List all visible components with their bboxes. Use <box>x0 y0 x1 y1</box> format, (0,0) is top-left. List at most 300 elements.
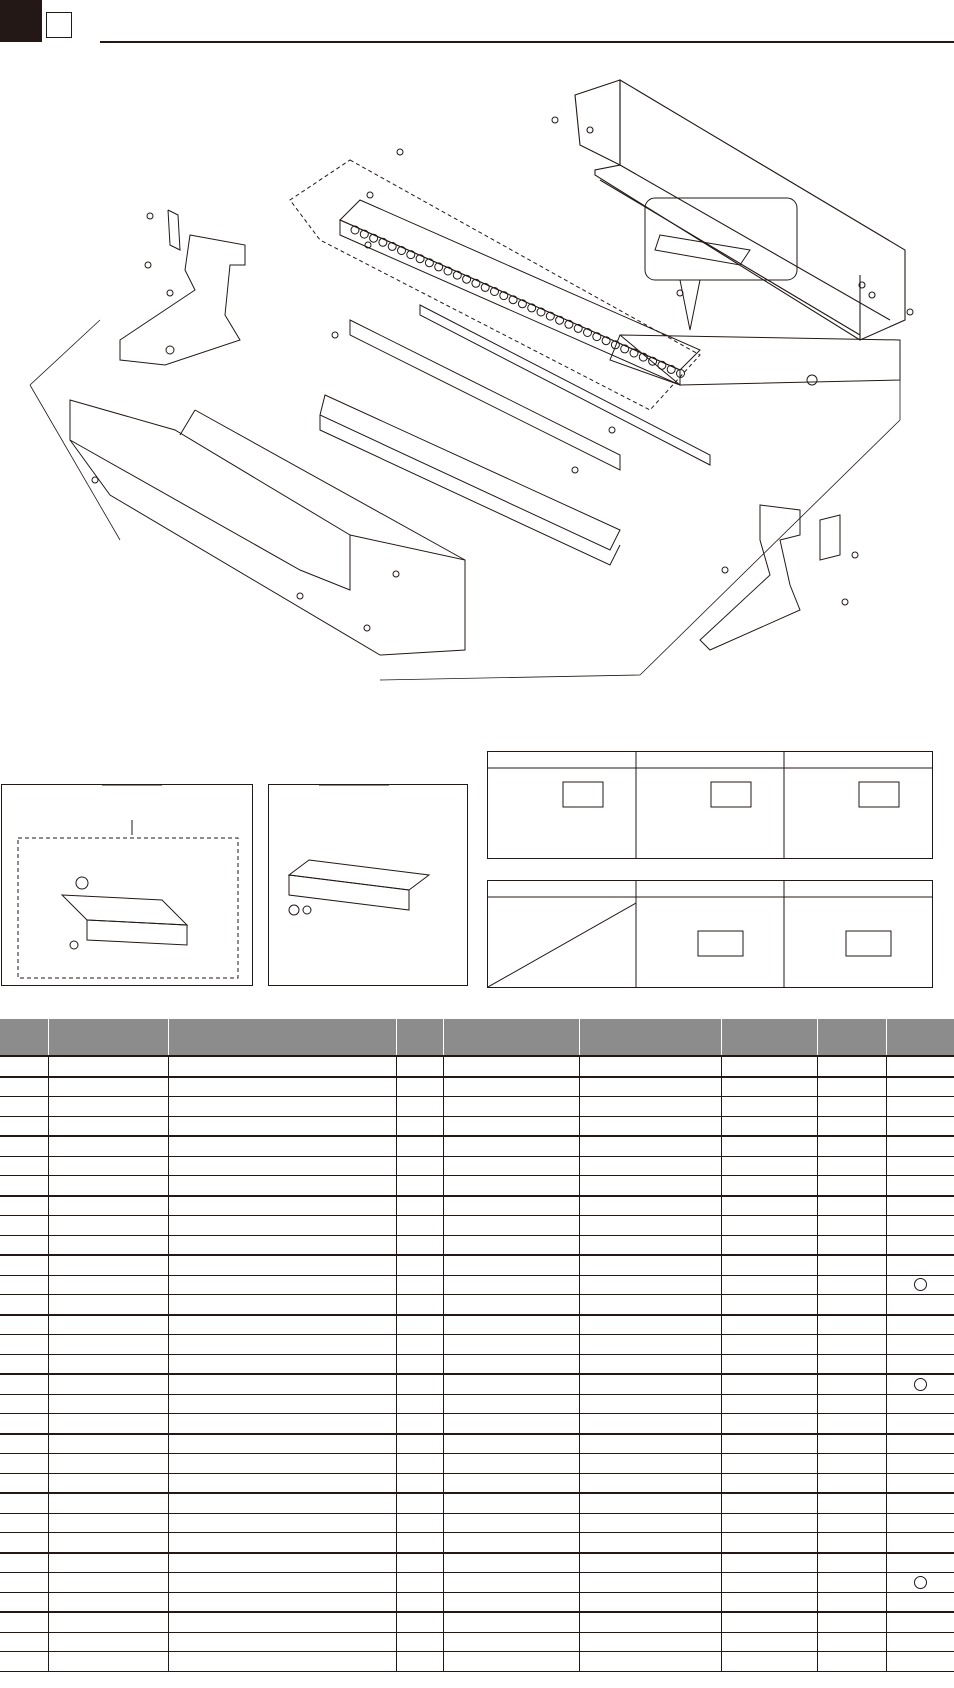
table-cell <box>817 1216 886 1236</box>
table-row <box>0 1493 954 1513</box>
hole-bar-holes <box>351 226 685 378</box>
table-cell <box>817 1414 886 1434</box>
table-cell <box>168 1493 396 1513</box>
table-cell <box>579 1056 721 1077</box>
table-cell <box>579 1196 721 1216</box>
table-cell <box>443 1116 579 1136</box>
table-cell <box>168 1136 396 1156</box>
table-cell <box>0 1632 48 1652</box>
table-cell <box>48 1156 168 1176</box>
table-cell <box>0 1652 48 1672</box>
table-cell <box>579 1652 721 1672</box>
table-cell <box>886 1315 954 1335</box>
table-cell <box>396 1374 443 1394</box>
table-cell <box>817 1454 886 1474</box>
table-cell <box>0 1335 48 1355</box>
table-cell <box>579 1275 721 1295</box>
table-cell <box>396 1235 443 1255</box>
table-cell <box>396 1394 443 1414</box>
table-cell <box>443 1394 579 1414</box>
table-cell <box>443 1473 579 1493</box>
table-cell <box>48 1136 168 1156</box>
table-cell <box>396 1493 443 1513</box>
table-cell <box>886 1255 954 1275</box>
table-row <box>0 1335 954 1355</box>
table-cell <box>0 1374 48 1394</box>
table-cell <box>396 1315 443 1335</box>
table-cell <box>0 1414 48 1434</box>
table-cell <box>443 1216 579 1236</box>
table-cell <box>579 1097 721 1117</box>
table-cell <box>48 1592 168 1612</box>
table-cell <box>721 1216 817 1236</box>
table-cell <box>48 1275 168 1295</box>
table-cell <box>721 1295 817 1315</box>
table-cell <box>0 1354 48 1374</box>
table-cell <box>817 1374 886 1394</box>
header-rule <box>100 41 954 43</box>
table-cell <box>579 1374 721 1394</box>
table-cell <box>396 1454 443 1474</box>
table-cell <box>886 1097 954 1117</box>
table-cell <box>396 1592 443 1612</box>
table-cell <box>0 1612 48 1632</box>
table-cell <box>721 1454 817 1474</box>
table-cell <box>168 1056 396 1077</box>
table-cell <box>396 1434 443 1454</box>
col-header <box>721 1019 817 1056</box>
table-cell <box>579 1176 721 1196</box>
table-cell <box>396 1533 443 1553</box>
table-row <box>0 1295 954 1315</box>
table-cell <box>48 1612 168 1632</box>
hole-icon <box>425 259 433 267</box>
table-cell <box>721 1533 817 1553</box>
table-row <box>0 1116 954 1136</box>
table-cell <box>0 1434 48 1454</box>
screw-icons <box>92 117 913 631</box>
table-cell <box>48 1454 168 1474</box>
table-cell <box>886 1573 954 1593</box>
table-cell <box>0 1116 48 1136</box>
table-cell <box>579 1136 721 1156</box>
table-cell <box>579 1315 721 1335</box>
table-cell <box>168 1097 396 1117</box>
table-cell <box>721 1136 817 1156</box>
table-cell <box>886 1335 954 1355</box>
table-cell <box>579 1216 721 1236</box>
table-cell <box>579 1592 721 1612</box>
table-row <box>0 1097 954 1117</box>
table-cell <box>0 1176 48 1196</box>
table-cell <box>168 1216 396 1236</box>
circle-mark-icon <box>914 1378 927 1391</box>
table-cell <box>168 1533 396 1553</box>
table-cell <box>168 1335 396 1355</box>
table-cell <box>721 1434 817 1454</box>
detail-view-1 <box>1 784 253 986</box>
table-cell <box>443 1513 579 1533</box>
section-marker-block <box>0 0 42 42</box>
detail-view-2 <box>268 784 468 986</box>
lower-channel <box>70 400 465 655</box>
table-cell <box>0 1196 48 1216</box>
table-cell <box>168 1354 396 1374</box>
table-cell <box>168 1116 396 1136</box>
col-header <box>817 1019 886 1056</box>
table-cell <box>0 1235 48 1255</box>
table-cell <box>817 1176 886 1196</box>
parts-table-body <box>0 1056 954 1671</box>
table-cell <box>48 1216 168 1236</box>
variant-grid-bottom <box>487 880 933 988</box>
table-cell <box>886 1275 954 1295</box>
table-cell <box>48 1473 168 1493</box>
table-row <box>0 1592 954 1612</box>
table-cell <box>168 1652 396 1672</box>
table-cell <box>817 1196 886 1216</box>
table-cell <box>168 1414 396 1434</box>
table-cell <box>886 1513 954 1533</box>
table-row <box>0 1275 954 1295</box>
table-cell <box>168 1235 396 1255</box>
table-cell <box>721 1235 817 1255</box>
table-row <box>0 1652 954 1672</box>
table-row <box>0 1077 954 1097</box>
table-cell <box>0 1255 48 1275</box>
table-header-row <box>0 1019 954 1056</box>
table-cell <box>721 1632 817 1652</box>
table-cell <box>817 1136 886 1156</box>
table-cell <box>0 1136 48 1156</box>
table-cell <box>886 1652 954 1672</box>
tray-plate <box>610 335 900 385</box>
table-cell <box>817 1473 886 1493</box>
col-header <box>48 1019 168 1056</box>
table-cell <box>721 1513 817 1533</box>
col-header <box>886 1019 954 1056</box>
table-row <box>0 1533 954 1553</box>
hole-icon <box>435 263 443 271</box>
hole-icon <box>360 230 368 238</box>
table-cell <box>443 1592 579 1612</box>
table-cell <box>396 1116 443 1136</box>
col-header <box>168 1019 396 1056</box>
table-cell <box>579 1156 721 1176</box>
table-cell <box>721 1354 817 1374</box>
table-row <box>0 1414 954 1434</box>
table-cell <box>443 1196 579 1216</box>
table-cell <box>886 1533 954 1553</box>
table-cell <box>817 1612 886 1632</box>
table-row <box>0 1374 954 1394</box>
table-cell <box>817 1652 886 1672</box>
table-cell <box>48 1077 168 1097</box>
table-cell <box>48 1394 168 1414</box>
table-cell <box>48 1493 168 1513</box>
exploded-parts-diagram <box>0 50 954 740</box>
table-cell <box>817 1394 886 1414</box>
table-cell <box>721 1056 817 1077</box>
table-row <box>0 1315 954 1335</box>
table-row <box>0 1354 954 1374</box>
table-cell <box>443 1652 579 1672</box>
table-cell <box>443 1573 579 1593</box>
table-cell <box>168 1573 396 1593</box>
table-cell <box>48 1315 168 1335</box>
table-cell <box>396 1056 443 1077</box>
table-cell <box>721 1077 817 1097</box>
table-cell <box>48 1513 168 1533</box>
table-cell <box>443 1295 579 1315</box>
hole-icon <box>416 255 424 263</box>
table-cell <box>443 1235 579 1255</box>
table-cell <box>48 1434 168 1454</box>
table-cell <box>721 1394 817 1414</box>
table-cell <box>579 1295 721 1315</box>
table-cell <box>48 1632 168 1652</box>
col-header <box>0 1019 48 1056</box>
table-cell <box>443 1176 579 1196</box>
table-cell <box>886 1434 954 1454</box>
table-cell <box>443 1454 579 1474</box>
table-cell <box>443 1434 579 1454</box>
table-cell <box>817 1335 886 1355</box>
table-cell <box>886 1295 954 1315</box>
table-cell <box>48 1414 168 1434</box>
right-bracket <box>700 505 840 650</box>
table-cell <box>721 1573 817 1593</box>
table-cell <box>817 1097 886 1117</box>
table-cell <box>579 1533 721 1553</box>
table-cell <box>396 1513 443 1533</box>
table-cell <box>721 1652 817 1672</box>
table-cell <box>721 1097 817 1117</box>
table-cell <box>817 1493 886 1513</box>
col-header <box>579 1019 721 1056</box>
table-cell <box>721 1414 817 1434</box>
table-row <box>0 1216 954 1236</box>
table-cell <box>168 1394 396 1414</box>
table-cell <box>886 1116 954 1136</box>
table-cell <box>396 1176 443 1196</box>
table-cell <box>0 1553 48 1573</box>
table-cell <box>0 1513 48 1533</box>
table-cell <box>817 1077 886 1097</box>
table-cell <box>48 1097 168 1117</box>
table-cell <box>817 1354 886 1374</box>
table-cell <box>579 1473 721 1493</box>
table-row <box>0 1056 954 1077</box>
table-cell <box>48 1335 168 1355</box>
hole-icon <box>444 267 452 275</box>
table-cell <box>168 1275 396 1295</box>
table-cell <box>168 1374 396 1394</box>
table-cell <box>168 1513 396 1533</box>
table-cell <box>168 1295 396 1315</box>
table-cell <box>579 1354 721 1374</box>
table-cell <box>579 1335 721 1355</box>
table-cell <box>886 1493 954 1513</box>
table-cell <box>817 1434 886 1454</box>
table-cell <box>396 1255 443 1275</box>
table-cell <box>48 1295 168 1315</box>
table-cell <box>443 1612 579 1632</box>
table-cell <box>168 1315 396 1335</box>
table-cell <box>579 1255 721 1275</box>
table-cell <box>48 1573 168 1593</box>
table-cell <box>579 1235 721 1255</box>
table-cell <box>0 1275 48 1295</box>
table-cell <box>817 1553 886 1573</box>
table-cell <box>443 1533 579 1553</box>
table-cell <box>48 1374 168 1394</box>
table-row <box>0 1196 954 1216</box>
table-cell <box>817 1056 886 1077</box>
detail-callout-bubble <box>645 198 797 330</box>
table-cell <box>443 1553 579 1573</box>
table-cell <box>721 1196 817 1216</box>
table-cell <box>48 1116 168 1136</box>
table-cell <box>817 1632 886 1652</box>
table-cell <box>396 1612 443 1632</box>
table-cell <box>721 1176 817 1196</box>
table-row <box>0 1156 954 1176</box>
table-cell <box>886 1354 954 1374</box>
table-cell <box>817 1592 886 1612</box>
table-cell <box>579 1116 721 1136</box>
table-cell <box>443 1354 579 1374</box>
table-cell <box>396 1573 443 1593</box>
table-cell <box>443 1414 579 1434</box>
table-cell <box>48 1196 168 1216</box>
table-cell <box>721 1553 817 1573</box>
table-cell <box>443 1255 579 1275</box>
table-cell <box>396 1652 443 1672</box>
table-cell <box>817 1255 886 1275</box>
table-cell <box>721 1592 817 1612</box>
table-cell <box>443 1632 579 1652</box>
table-cell <box>886 1414 954 1434</box>
table-cell <box>817 1156 886 1176</box>
table-cell <box>817 1533 886 1553</box>
table-cell <box>0 1295 48 1315</box>
table-cell <box>0 1454 48 1474</box>
table-cell <box>396 1097 443 1117</box>
table-cell <box>0 1156 48 1176</box>
table-cell <box>886 1235 954 1255</box>
table-cell <box>168 1434 396 1454</box>
table-row <box>0 1255 954 1275</box>
col-header <box>443 1019 579 1056</box>
table-cell <box>721 1612 817 1632</box>
table-cell <box>721 1335 817 1355</box>
table-cell <box>48 1176 168 1196</box>
table-cell <box>817 1573 886 1593</box>
table-cell <box>443 1097 579 1117</box>
back-panel <box>575 80 905 340</box>
table-cell <box>0 1216 48 1236</box>
terminal-block <box>320 395 620 565</box>
table-cell <box>579 1553 721 1573</box>
table-cell <box>168 1612 396 1632</box>
table-cell <box>168 1255 396 1275</box>
table-cell <box>0 1493 48 1513</box>
table-cell <box>168 1196 396 1216</box>
table-cell <box>721 1156 817 1176</box>
table-cell <box>817 1235 886 1255</box>
table-cell <box>168 1156 396 1176</box>
table-cell <box>886 1632 954 1652</box>
hole-icon <box>370 234 378 242</box>
hole-icon <box>407 251 415 259</box>
table-cell <box>396 1473 443 1493</box>
table-cell <box>396 1156 443 1176</box>
table-cell <box>817 1513 886 1533</box>
table-cell <box>579 1493 721 1513</box>
table-cell <box>886 1196 954 1216</box>
left-bracket <box>120 210 245 365</box>
circle-mark-icon <box>914 1576 927 1589</box>
hole-icon <box>351 226 359 234</box>
table-cell <box>443 1315 579 1335</box>
table-cell <box>443 1374 579 1394</box>
table-cell <box>396 1553 443 1573</box>
table-cell <box>721 1116 817 1136</box>
table-cell <box>396 1335 443 1355</box>
table-row <box>0 1473 954 1493</box>
table-cell <box>0 1097 48 1117</box>
hole-icon <box>379 238 387 246</box>
table-cell <box>0 1592 48 1612</box>
table-cell <box>443 1493 579 1513</box>
table-cell <box>48 1533 168 1553</box>
table-cell <box>886 1136 954 1156</box>
table-cell <box>396 1136 443 1156</box>
table-cell <box>396 1354 443 1374</box>
table-cell <box>396 1077 443 1097</box>
dashed-group-outline <box>290 160 700 410</box>
table-cell <box>48 1056 168 1077</box>
page-number-box <box>46 12 72 38</box>
table-row <box>0 1632 954 1652</box>
table-cell <box>396 1632 443 1652</box>
table-cell <box>396 1196 443 1216</box>
hole-icon <box>398 247 406 255</box>
table-cell <box>886 1394 954 1414</box>
table-row <box>0 1434 954 1454</box>
table-cell <box>168 1592 396 1612</box>
table-cell <box>886 1553 954 1573</box>
parts-table <box>0 1019 954 1672</box>
table-cell <box>168 1473 396 1493</box>
table-cell <box>579 1394 721 1414</box>
table-cell <box>0 1077 48 1097</box>
table-cell <box>721 1473 817 1493</box>
table-cell <box>579 1632 721 1652</box>
table-cell <box>579 1513 721 1533</box>
table-cell <box>168 1632 396 1652</box>
table-cell <box>168 1454 396 1474</box>
table-cell <box>579 1077 721 1097</box>
table-cell <box>886 1473 954 1493</box>
circle-mark-icon <box>914 1278 927 1291</box>
table-row <box>0 1176 954 1196</box>
table-row <box>0 1513 954 1533</box>
center-rail <box>350 305 710 470</box>
table-cell <box>48 1652 168 1672</box>
hole-icon <box>453 271 461 279</box>
